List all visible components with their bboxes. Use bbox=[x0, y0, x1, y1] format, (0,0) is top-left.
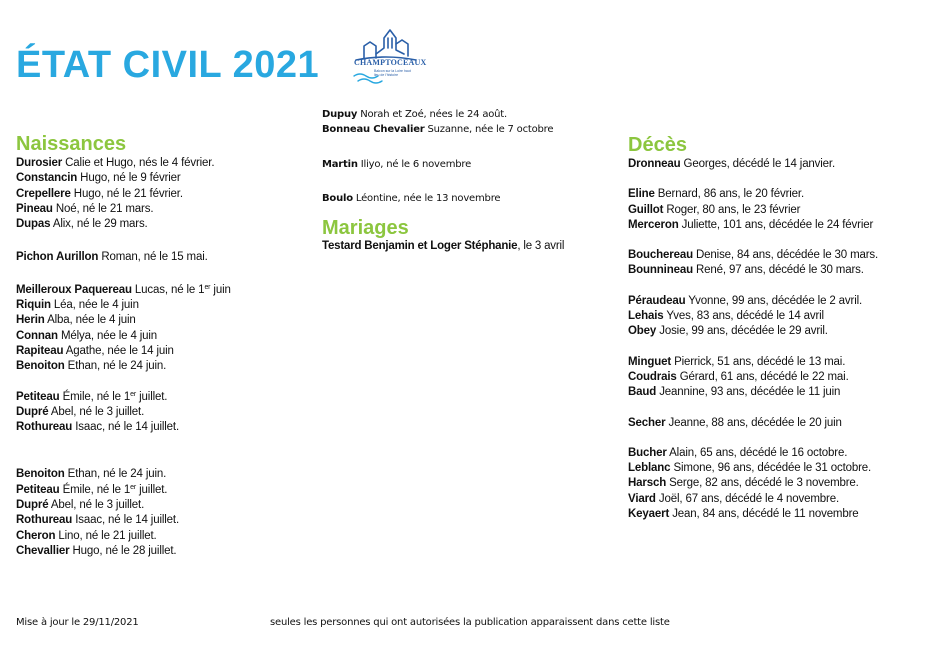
deces-entry: Harsch Serge, 82 ans, décédé le 3 novembre. bbox=[628, 477, 859, 490]
naissance-group bbox=[322, 191, 622, 206]
surname: Dupré bbox=[16, 499, 49, 512]
mariage-entry: Testard Benjamin et Loger Stéphanie, le 3 avril bbox=[322, 240, 565, 253]
surname: Leblanc bbox=[628, 462, 671, 475]
naissance-entry: Rothureau Isaac, né le 14 juillet. bbox=[16, 421, 179, 434]
surname: Eline bbox=[628, 188, 655, 201]
surname: Obey bbox=[628, 325, 657, 338]
deces-group bbox=[628, 157, 950, 172]
deces-entry: Obey Josie, 99 ans, décédée le 29 avril. bbox=[628, 325, 828, 338]
deces-entry: Dronneau Georges, décédé le 14 janvier. bbox=[628, 158, 836, 170]
surname: Constancin bbox=[16, 172, 78, 185]
naissance-group bbox=[16, 467, 316, 559]
naissance-entry: Petiteau Émile, né le 1er juillet. bbox=[16, 483, 168, 496]
surname: Bonneau Chevalier bbox=[322, 124, 425, 136]
surname: Connan bbox=[16, 329, 58, 342]
surname: Bucher bbox=[628, 446, 667, 459]
deces-entry: Baud Jeannine, 93 ans, décédée le 11 juin bbox=[628, 386, 841, 399]
naissance-entry: Connan Mélya, née le 4 juin bbox=[16, 329, 158, 342]
surname: Petiteau bbox=[16, 483, 60, 496]
naissance-entry: Dupas Alix, né le 29 mars. bbox=[16, 218, 148, 231]
deces-entry: Péraudeau Yvonne, 99 ans, décédée le 2 avril. bbox=[628, 294, 863, 307]
surname: Guillot bbox=[628, 203, 664, 216]
naissance-entry: Rapiteau Agathe, née le 14 juin bbox=[16, 344, 174, 357]
naissance-entry: Riquin Léa, née le 4 juin bbox=[16, 299, 139, 312]
surname: Martin bbox=[322, 158, 358, 170]
naissance-entry: Benoiton Ethan, né le 24 juin. bbox=[16, 468, 167, 481]
surname: Secher bbox=[628, 416, 666, 429]
deces-entry: Minguet Pierrick, 51 ans, décédé le 13 mai. bbox=[628, 355, 846, 368]
naissance-entry: Herin Alba, née le 4 juin bbox=[16, 314, 136, 327]
logo-wordmark: CHAMPTOCEAUX bbox=[354, 58, 427, 67]
surname: Harsch bbox=[628, 477, 667, 490]
deces-column bbox=[628, 133, 950, 522]
middle-column bbox=[322, 107, 622, 254]
surname: Testard Benjamin et Loger Stéphanie bbox=[322, 240, 518, 253]
naissance-entry: Benoiton Ethan, né le 24 juin. bbox=[16, 360, 167, 373]
surname: Petiteau bbox=[16, 390, 60, 403]
deces-group bbox=[628, 446, 950, 522]
naissance-group bbox=[16, 156, 316, 232]
surname: Viard bbox=[628, 492, 656, 505]
surname: Dupas bbox=[16, 218, 51, 231]
deces-entry: Bounnineau René, 97 ans, décédé le 30 mars. bbox=[628, 264, 864, 277]
deces-entry: Coudrais Gérard, 61 ans, décédé le 22 mai. bbox=[628, 370, 849, 383]
surname: Lehais bbox=[628, 310, 664, 323]
surname: Pineau bbox=[16, 202, 53, 215]
surname: Merceron bbox=[628, 218, 679, 231]
naissance-entry: Rothureau Isaac, né le 14 juillet. bbox=[16, 514, 179, 527]
naissance-entry: Bonneau Chevalier Suzanne, née le 7 octobre bbox=[322, 124, 554, 136]
surname: Minguet bbox=[628, 355, 672, 368]
surname: Coudrais bbox=[628, 370, 677, 383]
deces-entry: Guillot Roger, 80 ans, le 23 février bbox=[628, 203, 801, 216]
surname: Benoiton bbox=[16, 360, 65, 373]
surname: Rapiteau bbox=[16, 344, 64, 357]
page-title: ÉTAT CIVIL 2021 bbox=[16, 44, 320, 86]
naissance-entry: Crepellere Hugo, né le 21 février. bbox=[16, 187, 183, 200]
mariages-heading: Mariages bbox=[322, 217, 409, 240]
naissance-entry: Dupré Abel, né le 3 juillet. bbox=[16, 405, 145, 418]
surname: Rothureau bbox=[16, 514, 73, 527]
logo-tagline: Balcon sur la Loire haut lieu de l'histoire bbox=[374, 69, 411, 78]
naissances-heading: Naissances bbox=[16, 133, 127, 155]
surname: Riquin bbox=[16, 299, 51, 312]
surname: Péraudeau bbox=[628, 294, 686, 307]
naissance-entry: Petiteau Émile, né le 1er juillet. bbox=[16, 390, 168, 403]
naissance-entry: Chevallier Hugo, né le 28 juillet. bbox=[16, 544, 177, 557]
naissance-entry: Pichon Aurillon Roman, né le 15 mai. bbox=[16, 251, 208, 264]
naissance-group bbox=[322, 107, 622, 138]
naissance-entry: Durosier Calie et Hugo, nés le 4 février. bbox=[16, 157, 215, 169]
surname: Dronneau bbox=[628, 158, 681, 170]
naissances-column bbox=[16, 132, 316, 559]
naissance-entry: Constancin Hugo, né le 9 février bbox=[16, 172, 181, 185]
deces-heading: Décès bbox=[628, 134, 687, 156]
naissance-group bbox=[16, 390, 316, 436]
champtoceaux-logo-icon bbox=[350, 24, 427, 90]
surname: Dupuy bbox=[322, 109, 358, 120]
surname: Keyaert bbox=[628, 508, 670, 521]
surname: Pichon Aurillon bbox=[16, 251, 99, 264]
surname: Crepellere bbox=[16, 187, 71, 200]
surname: Chevallier bbox=[16, 544, 70, 557]
deces-entry: Leblanc Simone, 96 ans, décédée le 31 octobre. bbox=[628, 462, 872, 475]
naissance-entry: Meilleroux Paquereau Lucas, né le 1er juin bbox=[16, 283, 231, 296]
surname: Meilleroux Paquereau bbox=[16, 283, 132, 296]
mariage-group bbox=[322, 239, 622, 254]
naissance-group bbox=[16, 250, 316, 265]
surname: Rothureau bbox=[16, 421, 73, 434]
deces-entry: Eline Bernard, 86 ans, le 20 février. bbox=[628, 188, 804, 201]
deces-group bbox=[628, 294, 950, 340]
surname: Dupré bbox=[16, 405, 49, 418]
deces-group bbox=[628, 355, 950, 401]
surname: Herin bbox=[16, 314, 45, 327]
naissance-group bbox=[322, 157, 622, 172]
deces-entry: Lehais Yves, 83 ans, décédé le 14 avril bbox=[628, 310, 824, 323]
surname: Bounnineau bbox=[628, 264, 693, 277]
naissance-entry: Dupuy Norah et Zoé, nées le 24 août. bbox=[322, 109, 508, 120]
deces-group bbox=[628, 416, 950, 431]
naissance-group bbox=[16, 283, 316, 375]
surname: Baud bbox=[628, 386, 657, 399]
deces-entry: Merceron Juliette, 101 ans, décédée le 24 février bbox=[628, 218, 874, 231]
publication-notice: seules les personnes qui ont autorisées la publication apparaissent dans cette liste bbox=[270, 617, 670, 628]
surname: Bouchereau bbox=[628, 249, 693, 262]
deces-group bbox=[628, 248, 950, 279]
deces-entry: Viard Joël, 67 ans, décédé le 4 novembre. bbox=[628, 492, 840, 505]
surname: Benoiton bbox=[16, 468, 65, 481]
surname: Cheron bbox=[16, 529, 56, 542]
surname: Durosier bbox=[16, 157, 63, 169]
deces-group bbox=[628, 187, 950, 233]
naissance-entry: Dupré Abel, né le 3 juillet. bbox=[16, 499, 145, 512]
naissance-entry: Martin Iliyo, né le 6 novembre bbox=[322, 158, 472, 170]
naissance-entry: Boulo Léontine, née le 13 novembre bbox=[322, 192, 501, 204]
surname: Boulo bbox=[322, 192, 353, 204]
deces-entry: Bucher Alain, 65 ans, décédé le 16 octobre. bbox=[628, 446, 848, 459]
deces-entry: Secher Jeanne, 88 ans, décédée le 20 juin bbox=[628, 416, 842, 429]
deces-entry: Bouchereau Denise, 84 ans, décédée le 30 mars. bbox=[628, 249, 879, 262]
naissance-entry: Cheron Lino, né le 21 juillet. bbox=[16, 529, 157, 542]
naissance-entry: Pineau Noé, né le 21 mars. bbox=[16, 202, 154, 215]
deces-entry: Keyaert Jean, 84 ans, décédé le 11 novembre bbox=[628, 508, 859, 521]
update-date: Mise à jour le 29/11/2021 bbox=[16, 617, 139, 628]
